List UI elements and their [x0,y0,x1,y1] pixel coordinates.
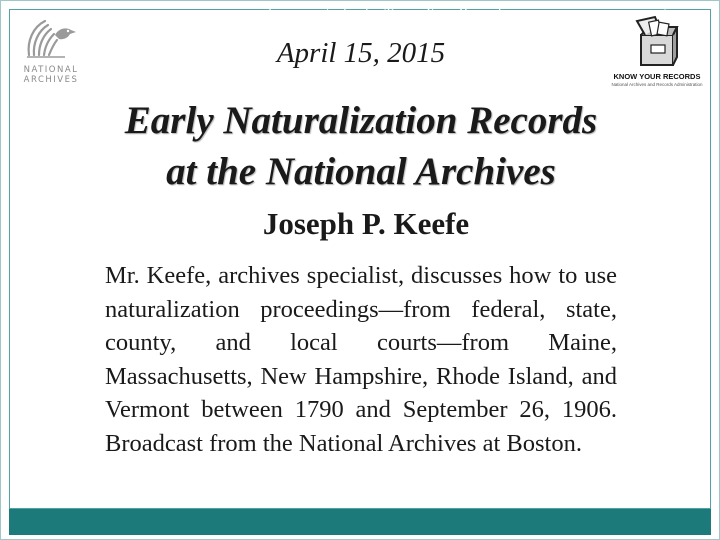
slide-title [1,95,720,197]
slide-title-line-1: Early Naturalization Records [124,99,598,142]
event-date: April 15, 2015 [276,37,446,69]
kyr-logo-subtitle: National Archives and Records Administration [611,82,703,87]
speaker-name: Joseph P. Keefe [262,206,470,241]
page-number: 1 [661,7,669,21]
logo-text-national: NATIONAL [23,65,79,75]
slide-title-line-2: at the National Archives [166,150,556,193]
session-description: Mr. Keefe, archives specialist, discusses how to use naturalization proceedings—from federal, state, county, and local courts—from Maine, Massachusetts, New Hampshire, Rhode Island, and Vermont between 1790 and September 26, 1906. Broadcast from the National Archives at Boston. [105,262,617,457]
footer-link[interactable]: www.archives.gov/calendar/Know-Your-Records [215,5,507,21]
logo-text-archives: ARCHIVES [23,75,79,85]
footer-bar [9,509,711,535]
kyr-logo-title: KNOW YOUR RECORDS [613,72,701,81]
